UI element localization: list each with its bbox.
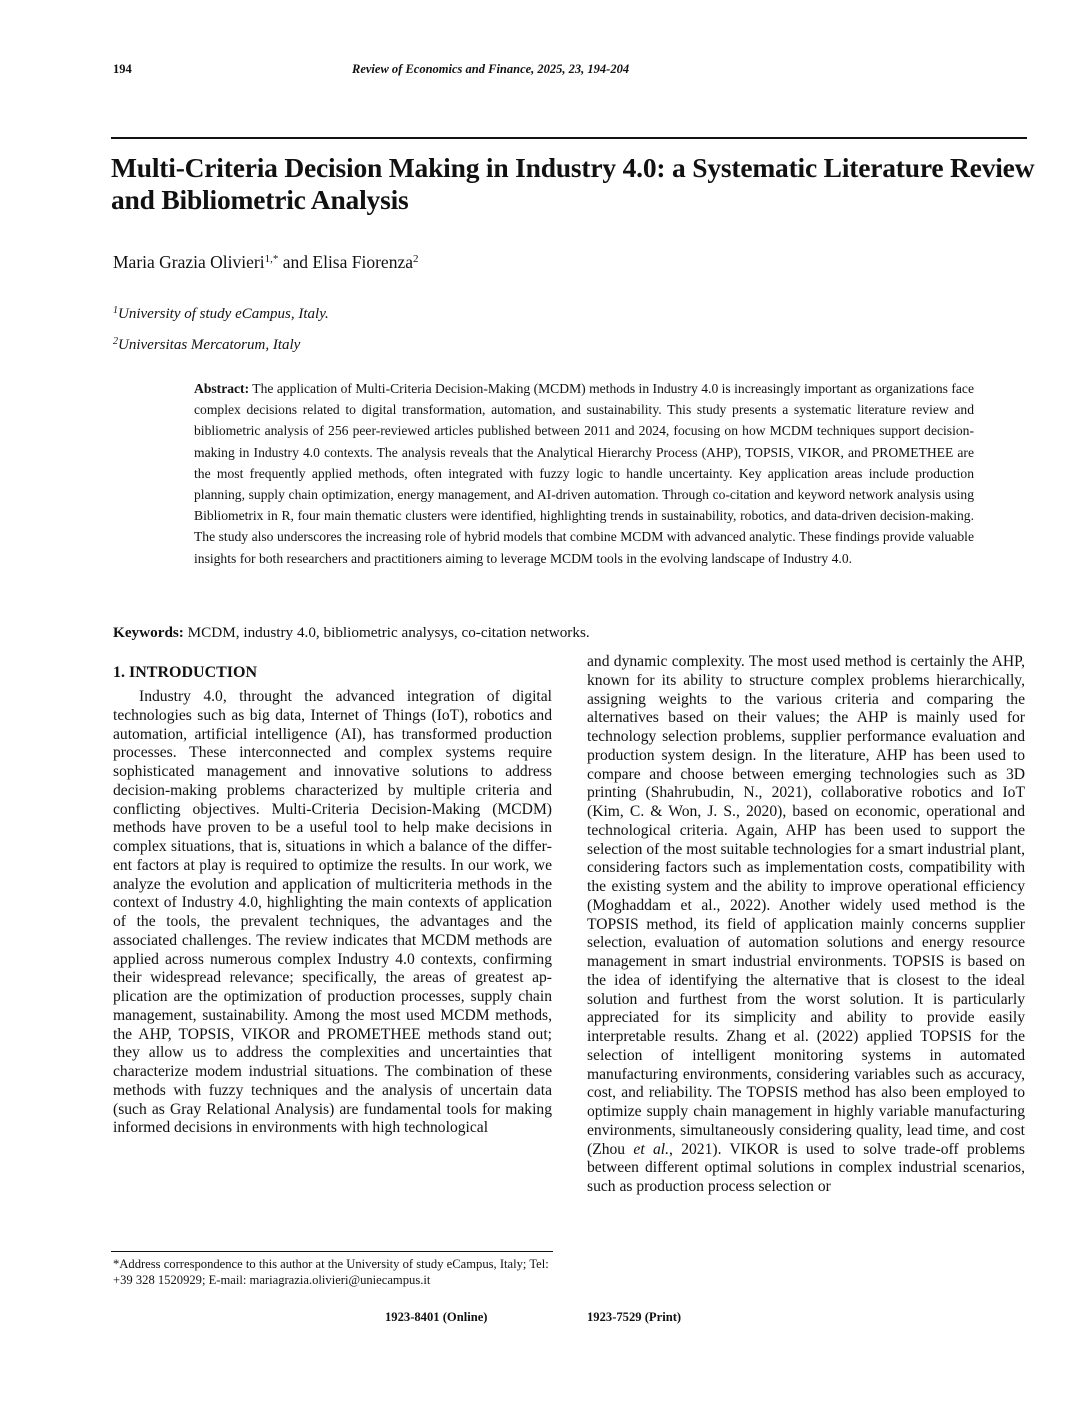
abstract (194, 378, 974, 569)
body-text: and dynamic complexity. The most used method is certainly the AHP, known for its ability to structure complex problems hierarchically, assigning weights to the various criteria and comparing the alternatives based on their values; the AHP is mainly used for technology selection problems, supplier performance evaluation and production system design. In the literature, AHP has been used to compare and choose between emerging technologies such as 3D printing (Shahrubudin, N., 2021), collaborative robotics and IoT (Kim, C. & Won, J. S., 2020), based on economic, operational and technological criteria. Again, AHP has been used to support the selection of the most suitable technologies for a smart industrial plant, considering factors such as implementation costs, compatibility with the existing system and the ability to improve operational efficiency (Moghaddam et al., 2022). Another widely used method is the TOPSIS method, its field of application mainly concerns supplier selection, evaluation of automation solutions and energy resource management in smart industrial environments. TOPSIS is based on the idea of identifying the alternative that is closest to the ideal solution and furthest from the worst solution. It is particularly appreciated for its simplicity and ability to provide easily interpretable results. Zhang et al. (2022) applied TOPSIS for the selection of intelligent monitoring systems in automated manufacturing environments, considering variables such as accuracy, cost, and reliability. The TOPSIS method has also been employed to optimize supply chain management in highly variable manufacturing environments, simultaneously considering quality, lead time, and cost (Zhou (587, 653, 1025, 1158)
author-name: Maria Grazia Olivieri (113, 252, 265, 272)
keywords-text: MCDM, industry 4.0, bibliometric analysys, co-citation networks. (183, 624, 590, 641)
affiliation-text: University of study eCampus, Italy. (118, 306, 329, 322)
journal-citation: Review of Economics and Finance, 2025, 23, 194-204 (352, 62, 630, 76)
author-name: Elisa Fiorenza (312, 252, 413, 272)
author-connector: and (278, 252, 313, 272)
body-text-italic: et al. (633, 1140, 670, 1158)
affiliation-mark: 1 (113, 305, 118, 316)
author-affiliation-mark: 2 (412, 253, 419, 265)
affiliation (113, 337, 300, 354)
author-list (113, 252, 418, 273)
body-column-left: Industry 4.0, throught the advanced integration of digital technologies such as big data, Internet of Things (IoT), robotics and automation, artificial intelligence (AI), has transformed production processes. These interconnected and complex systems require sophisticated management and innovative solutions to address decision-making problems characterized by multiple criteria and conflicting objectives. Multi-Criteria Decision-Making (MCDM) methods have proven to be a useful tool to help make decisions in complex situations, that is, situations in which a balance of the different factors at play is required to optimize the results. In our work, we analyze the evolution and application of multicriteria methods in the context of Industry 4.0, highlighting the main contexts of application of the tools, the prevalent techniques, the advantages and the associated challenges. The review indicates that MCDM methods are applied across numerous complex Industry 4.0 contexts, confirming their widespread relevance; specifically, the areas of greatest application are the optimization of production processes, supply chain management, sustainability. Among the most used MCDM methods, the AHP, TOPSIS, VIKOR and PROMETHEE methods stand out; they allow us to address the complexities and uncertainties that characterize modem industrial situations. The combination of these methods with fuzzy techniques and the analysis of uncertain data (such as Gray Relational Analysis) are fundamental tools for making informed decisions in environments with high technological (113, 688, 552, 1137)
affiliation-mark: 2 (113, 336, 118, 347)
author-affiliation-mark: 1,* (264, 253, 279, 265)
body-text: , 2021). VIKOR is used to solve trade-off problems between different optimal solutions in complex industrial scenarios, such as production process selection or (587, 1140, 1025, 1195)
header-rule (111, 137, 1027, 139)
keywords (113, 624, 590, 642)
body-column-right (587, 653, 1025, 1197)
paper-title: Multi-Criteria Decision Making in Industry 4.0: a Systematic Literature Review and Bibliometric Analysis (111, 152, 1035, 215)
correspondence-footnote: *Address correspondence to this author at the University of study eCampus, Italy; Tel: +39 328 1520929; E-mail: mariagrazia.olivieri@uniecampus.it (113, 1257, 549, 1287)
issn-online: 1923-8401 (Online) (385, 1310, 488, 1324)
abstract-label: Abstract: (194, 381, 250, 396)
keywords-label: Keywords: (113, 624, 184, 641)
page-number: 194 (113, 62, 132, 76)
section-heading: 1. INTRODUCTION (113, 664, 258, 681)
affiliation (113, 306, 329, 323)
issn-print: 1923-7529 (Print) (587, 1310, 682, 1324)
affiliation-text: Universitas Mercatorum, Italy (118, 337, 301, 353)
footnote-rule (111, 1251, 553, 1252)
abstract-text: The application of Multi-Criteria Decision-Making (MCDM) methods in Industry 4.0 is increasingly important as organizations face complex decisions related to digital transformation, automation, and sustainability. This study presents a systematic literature review and bibliometric analysis of 256 peer-reviewed articles published between 2011 and 2024, focusing on how MCDM techniques support decision-making in Industry 4.0 contexts. The analysis reveals that the Analytical Hierarchy Process (AHP), TOPSIS, VIKOR, and PROMETHEE are the most frequently applied methods, often integrated with fuzzy logic to handle uncertainty. Key application areas include production planning, supply chain optimization, energy management, and AI-driven automation. Through co-citation and keyword network analysis using Bibliometrix in R, four main thematic clusters were identified, highlighting trends in sustainability, robotics, and data-driven decision-making. The study also underscores the increasing role of hybrid models that combine MCDM with advanced analytic. These findings provide valuable insights for both researchers and practitioners aiming to leverage MCDM tools in the evolving landscape of Industry 4.0. (194, 381, 974, 566)
